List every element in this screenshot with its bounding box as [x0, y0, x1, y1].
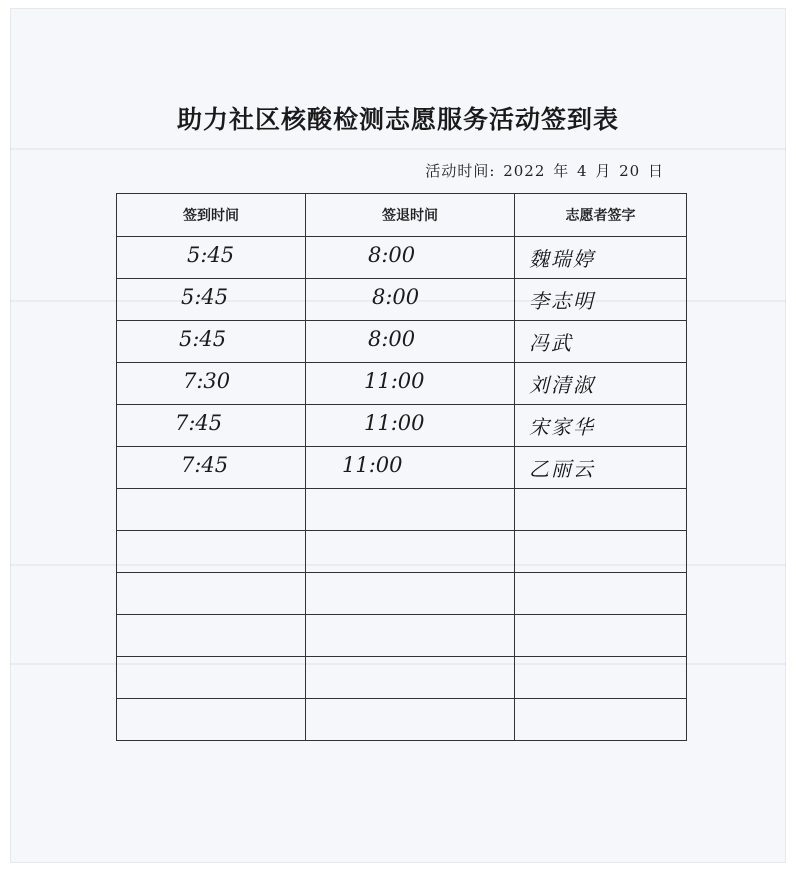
sign-in-cell	[117, 237, 306, 279]
sign-in-cell	[117, 657, 306, 699]
sign-out-time: 11:00	[364, 369, 425, 393]
table-row	[117, 447, 687, 489]
activity-date-year: 2022	[503, 162, 546, 180]
signature-cell	[515, 699, 687, 741]
paper-crease	[10, 148, 786, 150]
table-row	[117, 657, 687, 699]
table-row	[117, 405, 687, 447]
sign-in-cell	[117, 699, 306, 741]
activity-date-year-unit: 年	[553, 162, 570, 180]
sign-in-cell	[117, 279, 306, 321]
activity-date-month-unit: 月	[595, 162, 612, 180]
sign-out-time: 11:00	[364, 411, 425, 435]
table-row	[117, 321, 687, 363]
sign-in-cell	[117, 405, 306, 447]
sign-out-cell	[306, 615, 515, 657]
sign-out-cell	[306, 531, 515, 573]
activity-date-day-unit: 日	[647, 162, 664, 180]
sign-out-cell	[306, 279, 515, 321]
sign-in-cell	[117, 447, 306, 489]
table-row	[117, 363, 687, 405]
sign-in-cell	[117, 321, 306, 363]
volunteer-signature: 魏瑞婷	[529, 247, 595, 271]
volunteer-signature: 李志明	[529, 289, 595, 313]
sign-out-cell	[306, 237, 515, 279]
signature-cell	[515, 321, 687, 363]
sign-in-time: 7:45	[175, 411, 223, 435]
sign-out-time: 8:00	[368, 327, 416, 351]
table-header-row	[117, 194, 687, 237]
activity-date-month: 4	[576, 162, 588, 180]
volunteer-signature: 宋家华	[529, 415, 595, 439]
sign-out-time: 8:00	[372, 285, 420, 309]
header-sign-out-time: 签退时间	[306, 194, 515, 237]
sign-in-cell	[117, 615, 306, 657]
activity-date-label: 活动时间:	[425, 162, 496, 180]
volunteer-signature: 乙丽云	[529, 457, 595, 481]
header-sign-in-time: 签到时间	[117, 194, 306, 237]
sign-in-cell	[117, 573, 306, 615]
header-volunteer-signature: 志愿者签字	[515, 194, 687, 237]
signature-cell	[515, 447, 687, 489]
sign-out-cell	[306, 489, 515, 531]
activity-date	[425, 160, 666, 181]
signature-cell	[515, 489, 687, 531]
sign-in-time: 7:45	[181, 453, 229, 477]
signin-table	[116, 193, 687, 741]
table-row	[117, 237, 687, 279]
sign-out-cell	[306, 363, 515, 405]
volunteer-signature: 冯武	[529, 331, 573, 355]
volunteer-signature: 刘清淑	[529, 373, 595, 397]
signature-cell	[515, 363, 687, 405]
table-row	[117, 699, 687, 741]
sign-in-time: 5:45	[181, 285, 229, 309]
table-row	[117, 279, 687, 321]
signature-cell	[515, 279, 687, 321]
sign-out-cell	[306, 447, 515, 489]
sign-in-cell	[117, 531, 306, 573]
activity-date-day: 20	[619, 162, 641, 180]
sign-out-cell	[306, 573, 515, 615]
sign-out-cell	[306, 405, 515, 447]
signature-cell	[515, 405, 687, 447]
table-row	[117, 573, 687, 615]
table-row	[117, 531, 687, 573]
sign-in-cell	[117, 363, 306, 405]
sign-out-cell	[306, 321, 515, 363]
sign-out-cell	[306, 657, 515, 699]
signature-cell	[515, 573, 687, 615]
signature-cell	[515, 615, 687, 657]
form-title: 助力社区核酸检测志愿服务活动签到表	[176, 105, 619, 134]
sign-out-time: 8:00	[368, 243, 416, 267]
sign-out-time: 11:00	[342, 453, 403, 477]
sign-in-cell	[117, 489, 306, 531]
table-row	[117, 615, 687, 657]
signature-cell	[515, 531, 687, 573]
signature-cell	[515, 657, 687, 699]
signature-cell	[515, 237, 687, 279]
sign-in-time: 5:45	[179, 327, 227, 351]
table-row	[117, 489, 687, 531]
sign-in-time: 7:30	[183, 369, 231, 393]
sign-in-time: 5:45	[187, 243, 235, 267]
sign-out-cell	[306, 699, 515, 741]
